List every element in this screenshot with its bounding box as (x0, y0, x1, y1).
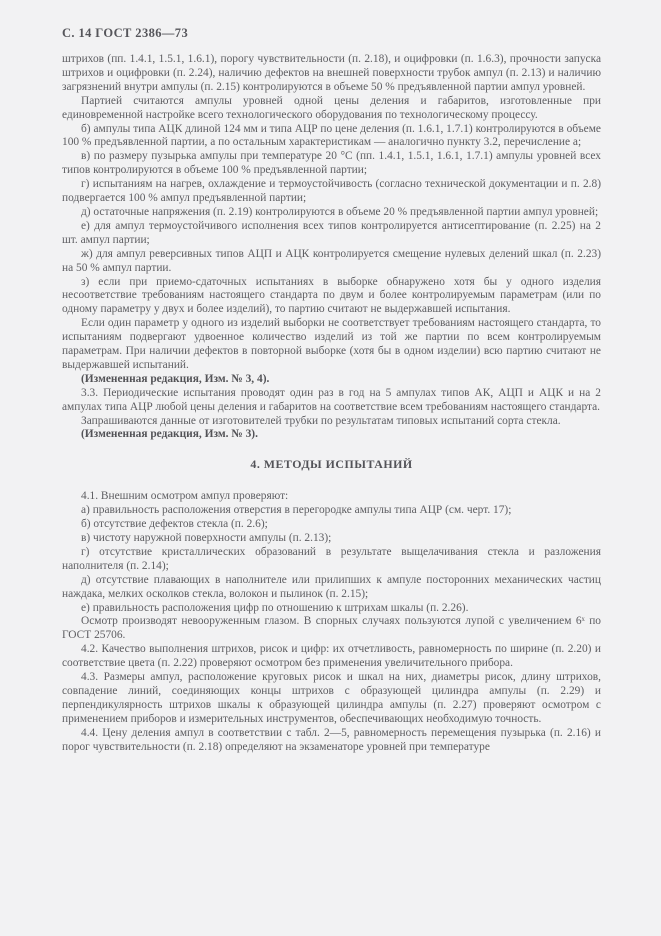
amendment-note: (Измененная редакция, Изм. № 3). (81, 428, 258, 441)
paragraph: 4.3. Размеры ампул, расположение круговых рисок и шкал на них, диаметры рисок, длину штрихов, совпадение линий, соединяющих концы штрихов с образующей цилиндра ампулы (п. 2.29) и перпендикулярность штрихов шкалы к образующей цилиндра ампулы (п. 2.27) проверяют осмотром с применением приборов и измерительных инструментов, обеспечивающих необходимую точность. (62, 671, 601, 725)
amendment-note: (Измененная редакция, Изм. № 3, 4). (81, 372, 270, 385)
paragraph: д) отсутствие плавающих в наполнителе или прилипших к ампуле посторонних механических частиц наждака, мелких осколков стекла, волокон и пылинок (п. 2.15); (62, 573, 601, 600)
paragraph: 4.1. Внешним осмотром ампул проверяют: (81, 490, 289, 503)
paragraph: ж) для ампул реверсивных типов АЦП и АЦК контролируется смещение нулевых делений шкал (п. 2.23) на 50 % ампул партии. (62, 247, 601, 274)
paragraph: е) для ампул термоустойчивого исполнения всех типов контролируется антисептирование (п. 2.25) на 2 шт. ампул партии; (62, 219, 601, 246)
paragraph: з) если при приемо-сдаточных испытаниях в выборке обнаружено хотя бы у одного изделия несоответствие требованиям настоящего стандарта по двум и более контролируемым параметрам (или по одному параметру у двух и более изделий), то партию считают не выдержавшей испытания. (62, 275, 601, 316)
paragraph: штрихов (пп. 1.4.1, 1.5.1, 1.6.1), порогу чувствительности (п. 2.18), и оцифровки (п. 1.6.3), прочности запуска штрихов и оцифровки (п. 2.24), наличию дефектов на внешней поверхности трубок ампул (п. 2.13) и наличию загрязнений внутри ампулы (п. 2.15) контролируются в объеме 50 % предъявленной партии ампул уровней. (62, 53, 601, 93)
paragraph: а) правильность расположения отверстия в перегородке ампулы типа АЦР (см. черт. 17); (81, 504, 512, 517)
paragraph: Запрашиваются данные от изготовителей трубки по результатам типовых испытаний сорта стекла. (81, 414, 561, 427)
paragraph: 4.4. Цену деления ампул в соответствии с табл. 2—5, равномерность перемещения пузырька (п. 2.16) и порог чувствительности (п. 2.18) определяют на экзаменаторе уровней при температуре (62, 726, 601, 753)
paragraph: Если один параметр у одного из изделий выборки не соответствует требованиям настоящего стандарта, то испытаниям подвергают удвоенное количество изделий из той же партии по всем контролируемым параметрам. При наличии дефектов в повторной выборке (хотя бы в одном изделии) всю партию считают не выдержавшей испытаний. (62, 317, 601, 371)
section-heading: 4. МЕТОДЫ ИСПЫТАНИЙ (250, 457, 413, 472)
paragraph: г) отсутствие кристаллических образований в результате выщелачивания стекла и разложения наполнителя (п. 2.14); (62, 545, 601, 572)
paragraph: 3.3. Периодические испытания проводят один раз в год на 5 ампулах типов АК, АЦП и АЦК и на 2 ампулах типа АЦР любой цены деления и габаритов на соответствие всем требованиям настоящего стандарта. (62, 386, 601, 413)
paragraph: б) отсутствие дефектов стекла (п. 2.6); (81, 518, 268, 531)
paragraph: г) испытаниям на нагрев, охлаждение и термоустойчивость (согласно технической документации и п. 2.8) подвергается 100 % ампул предъявленной партии; (62, 178, 601, 205)
paragraph: Партией считаются ампулы уровней одной цены деления и габаритов, изготовленные при единовременной настройке всего технологического оборудования по технологическому процессу. (62, 94, 601, 121)
paragraph: Осмотр производят невооруженным глазом. В спорных случаях пользуются лупой с увеличением 6ˣ по ГОСТ 25706. (62, 615, 601, 642)
paragraph: в) чистоту наружной поверхности ампулы (п. 2.13); (81, 532, 332, 544)
paragraph: в) по размеру пузырька ампулы при температуре 20 °С (пп. 1.4.1, 1.5.1, 1.6.1, 1.7.1) ампулы уровней всех типов контролируются в объеме 100 % предъявленной партии; (62, 150, 601, 177)
document-body (62, 53, 601, 755)
paragraph: д) остаточные напряжения (п. 2.19) контролируются в объеме 20 % предъявленной партии ампул уровней; (81, 205, 599, 218)
paragraph: 4.2. Качество выполнения штрихов, рисок и цифр: их отчетливость, равномерность по ширине (п. 2.20) и соответствие цвета (п. 2.22) проверяют осмотром без применения увеличительного прибора. (62, 643, 601, 670)
paragraph: е) правильность расположения цифр по отношению к штрихам шкалы (п. 2.26). (81, 601, 469, 614)
page-header: С. 14 ГОСТ 2386—73 (62, 26, 189, 40)
paragraph: б) ампулы типа АЦК длиной 124 мм и типа АЦР по цене деления (п. 1.6.1, 1.7.1) контролируются в объеме 100 % предъявленной партии, а по остальным характеристикам — аналогично пункту 3.2, перечисление а; (62, 122, 601, 149)
